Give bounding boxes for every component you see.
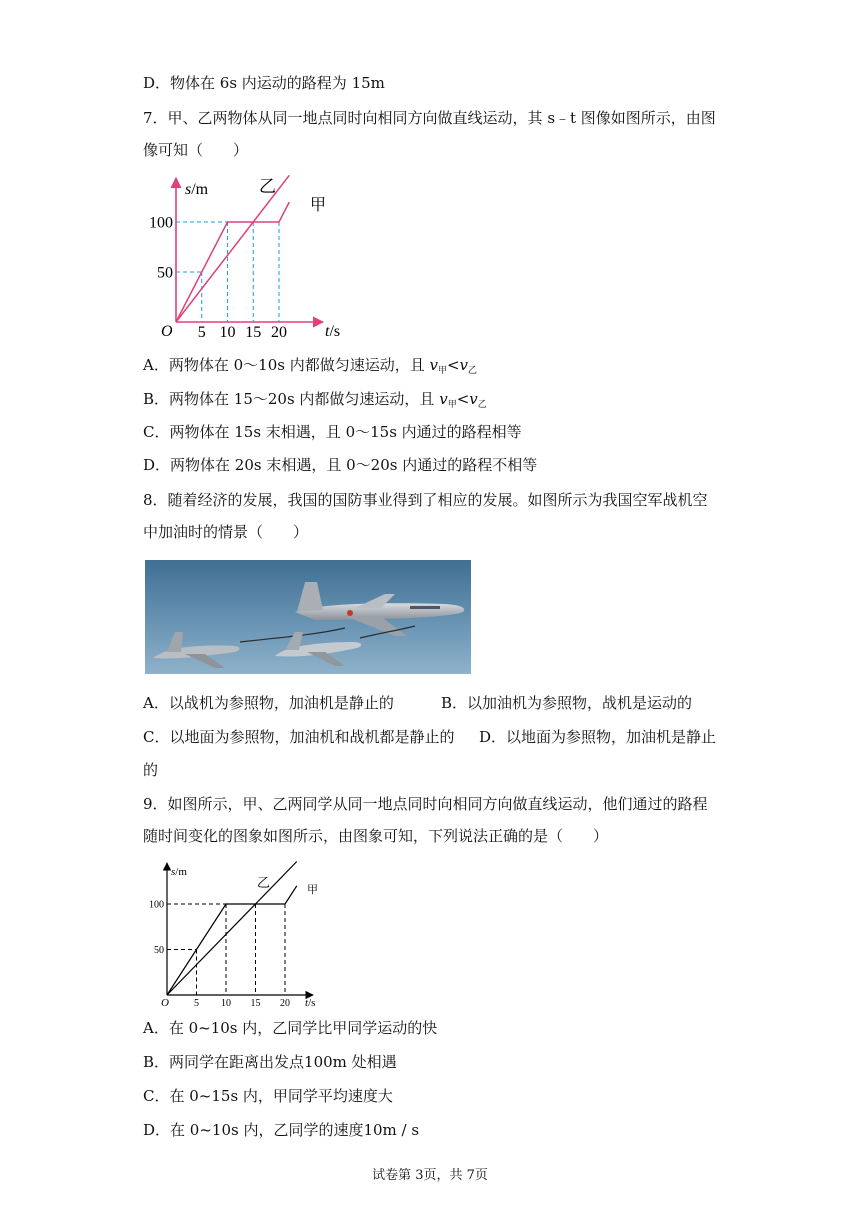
- x-tick-label: 5: [197, 324, 206, 341]
- aerial-refueling-photo: [145, 560, 471, 674]
- y-tick-label: 100: [149, 214, 173, 232]
- q8-option-d-cont: 的: [143, 761, 159, 779]
- series-label-jia: 甲: [310, 197, 327, 214]
- q7-option-a[interactable]: A．两物体在 0～10s 内都做匀速运动，且 $v_甲<v_乙$: [143, 356, 478, 376]
- q9-option-b[interactable]: B．两同学在距离出发点100m 处相遇: [143, 1053, 397, 1071]
- q6-option-d: D．物体在 6s 内运动的路程为 15m: [143, 74, 385, 92]
- q9-st-chart: [143, 857, 333, 1009]
- q8-option-c[interactable]: C．以地面为参照物，加油机和战机都是静止的: [143, 728, 455, 746]
- y-tick-label: 50: [157, 264, 173, 282]
- series-label-jia: 甲: [307, 884, 318, 896]
- series-line-yi: [176, 202, 289, 322]
- x-tick-label: 10: [219, 324, 236, 341]
- q7-option-c[interactable]: C．两物体在 15s 末相遇，且 0～15s 内通过的路程相等: [143, 423, 522, 441]
- q9-stem-line2: 随时间变化的图象如图所示，由图象可知，下列说法正确的是（ ）: [143, 827, 609, 845]
- x-tick-label: 5: [194, 998, 199, 1009]
- y-tick-label: 100: [149, 899, 164, 911]
- q9-option-a[interactable]: A．在 0~10s 内，乙同学比甲同学运动的快: [143, 1019, 438, 1037]
- x-tick-label: 15: [245, 324, 262, 341]
- y-axis-label: s/m: [171, 866, 187, 878]
- x-tick-label: 20: [271, 324, 287, 341]
- q7-stem-line1: 7．甲、乙两物体从同一地点同时向相同方向做直线运动，其 s﹣t 图像如图所示，由图: [143, 109, 716, 127]
- series-label-yi: 乙: [259, 177, 276, 196]
- q8-stem-line1: 8．随着经济的发展，我国的国防事业得到了相应的发展。如图所示为我国空军战机空: [143, 491, 708, 509]
- x-tick-label: 10: [221, 998, 231, 1009]
- x-axis-label: t/s: [305, 997, 316, 1009]
- q8-option-a[interactable]: A．以战机为参照物，加油机是静止的: [143, 694, 394, 712]
- origin-label: O: [161, 323, 173, 340]
- q7-option-b[interactable]: B．两物体在 15～20s 内都做匀速运动，且 $v_甲<v_乙$: [143, 390, 487, 410]
- q7-stem-line2: 像可知（ ）: [143, 141, 249, 159]
- q9-option-c[interactable]: C．在 0~15s 内，甲同学平均速度大: [143, 1087, 393, 1105]
- series-label-yi: 乙: [257, 875, 271, 890]
- x-axis-label: t/s: [325, 323, 341, 340]
- q8-stem-line2: 中加油时的情景（ ）: [143, 523, 309, 541]
- q9-stem-line1: 9．如图所示，甲、乙两同学从同一地点同时向相同方向做直线运动，他们通过的路程: [143, 795, 708, 813]
- q9-option-d[interactable]: D．在 0~10s 内，乙同学的速度10m / s: [143, 1121, 420, 1139]
- q8-option-d[interactable]: D．以地面为参照物，加油机是静止: [479, 728, 717, 746]
- x-tick-label: 15: [250, 998, 261, 1009]
- page-footer: 试卷第 3页，共 7页: [372, 1168, 488, 1183]
- series-line-jia: [167, 862, 297, 995]
- y-tick-label: 50: [154, 945, 164, 956]
- q7-option-d[interactable]: D．两物体在 20s 末相遇，且 0～20s 内通过的路程不相等: [143, 456, 538, 474]
- series-line-yi: [167, 886, 297, 995]
- q8-option-b[interactable]: B．以加油机为参照物，战机是运动的: [441, 694, 693, 712]
- q7-st-chart: [143, 170, 358, 345]
- origin-label: O: [161, 997, 169, 1009]
- x-tick-label: 20: [280, 998, 290, 1009]
- y-axis-label: s/m: [185, 181, 209, 198]
